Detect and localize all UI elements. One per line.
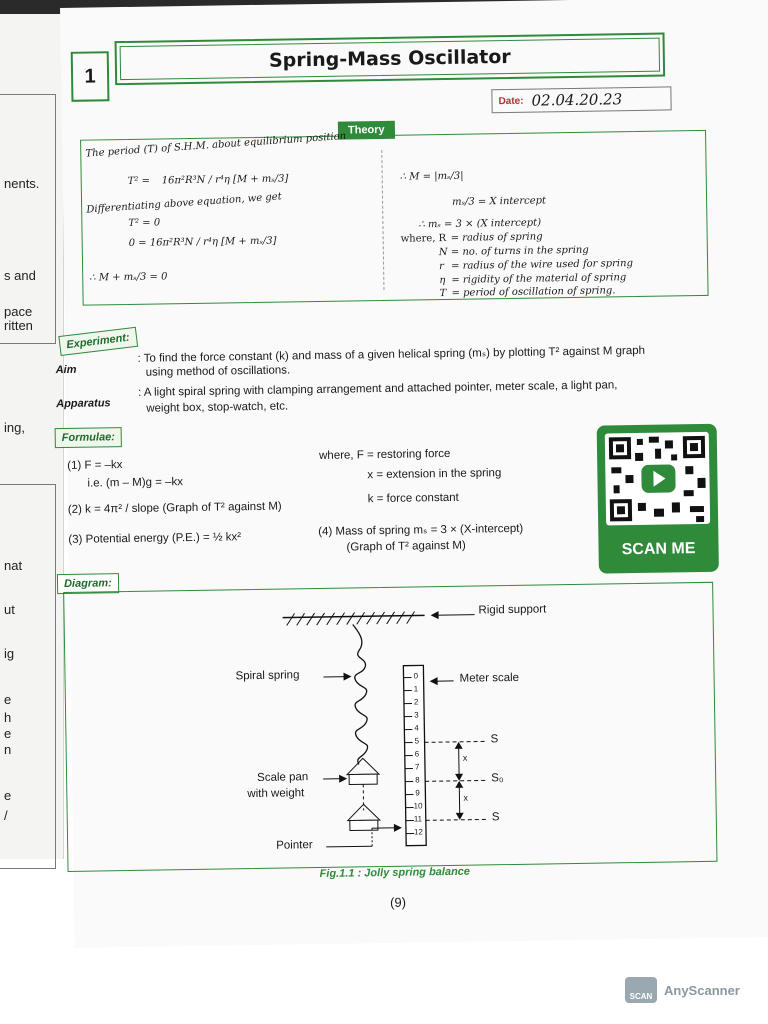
date-label: Date bbox=[498, 95, 521, 107]
scale-tick-label: 5 bbox=[414, 736, 420, 746]
margin-text: / bbox=[4, 808, 8, 823]
scale-tick-label: 8 bbox=[415, 775, 420, 785]
formula-legend: k = force constant bbox=[367, 491, 459, 506]
theory-intro: The period (T) of S.H.M. about equilibrium position bbox=[85, 130, 347, 160]
margin-text: e bbox=[4, 788, 12, 803]
equation: mₛ/3 = X intercept bbox=[452, 195, 547, 208]
qr-icon bbox=[605, 432, 710, 526]
scale-tick-label: 6 bbox=[414, 749, 420, 759]
formulae-heading: Formulae: bbox=[55, 427, 122, 448]
legend-value: = no. of turns in the spring bbox=[450, 244, 589, 258]
scale-tick-label: 7 bbox=[414, 762, 420, 772]
theory-badge: Theory bbox=[338, 121, 395, 140]
legend-key: r bbox=[439, 261, 444, 273]
qr-pattern bbox=[605, 432, 710, 526]
formula-legend: x = extension in the spring bbox=[367, 467, 502, 482]
scale-tick-label: 0 bbox=[413, 671, 419, 681]
experiment-heading: Experiment: bbox=[58, 327, 137, 356]
margin-text: ritten bbox=[4, 318, 33, 333]
legend-value: = rigidity of the material of spring bbox=[451, 272, 627, 286]
divider bbox=[381, 150, 384, 290]
legend-value: = period of oscillation of spring. bbox=[451, 285, 616, 299]
apparatus-label: Apparatus bbox=[56, 397, 111, 411]
label-s: S bbox=[491, 811, 500, 824]
diagram-heading: Diagram: bbox=[57, 573, 119, 594]
equation: 16π²R³N / r⁴η [M + mₛ/3] bbox=[161, 173, 289, 187]
scale-tick-label: 12 bbox=[413, 827, 423, 837]
margin-text: e bbox=[4, 692, 12, 707]
formula: (1) F = –kx bbox=[67, 459, 123, 472]
label-rigid-support: Rigid support bbox=[478, 603, 547, 617]
page-number: (9) bbox=[389, 894, 407, 910]
label-s: S bbox=[490, 733, 499, 746]
margin-text: e bbox=[4, 726, 12, 741]
label-s0: S₀ bbox=[491, 772, 504, 785]
equation: ∴ M = |mₛ/3| bbox=[399, 170, 464, 183]
page-title: Spring-Mass Oscillator bbox=[115, 33, 666, 86]
theory-text: Differentiating above equation, we get bbox=[86, 191, 283, 216]
formula-legend: where, F = restoring force bbox=[318, 447, 451, 462]
legend-value: = radius of spring bbox=[450, 231, 543, 244]
margin-text: ut bbox=[4, 602, 15, 617]
label-pointer: Pointer bbox=[276, 839, 313, 852]
label-scale-pan: with weight bbox=[247, 787, 305, 801]
scanner-watermark: AnyScanner bbox=[664, 983, 740, 998]
margin-text: ig bbox=[4, 646, 15, 661]
legend-key: where, R bbox=[400, 232, 447, 245]
label-scale-pan: Scale pan bbox=[257, 771, 309, 784]
scale-tick-label: 2 bbox=[413, 697, 419, 707]
margin-text: nents. bbox=[4, 176, 40, 191]
scale-tick-label: 4 bbox=[414, 723, 419, 733]
apparatus-text: weight box, stop-watch, etc. bbox=[146, 400, 289, 415]
scale-tick-label: 1 bbox=[413, 684, 419, 694]
legend-value: = radius of the wire used for spring bbox=[451, 258, 634, 272]
margin-text: nat bbox=[4, 558, 23, 573]
aim-label: Aim bbox=[55, 363, 77, 377]
legend-key: η bbox=[439, 274, 446, 287]
margin-text: ing, bbox=[4, 420, 25, 435]
chapter-number: 1 bbox=[71, 51, 110, 102]
formula: (2) k = 4π² / slope (Graph of T² against M) bbox=[67, 500, 282, 516]
textbook-page bbox=[55, 0, 768, 948]
label-meter-scale: Meter scale bbox=[459, 671, 520, 685]
aim-text: using method of oscillations. bbox=[145, 364, 291, 379]
equation: ∴ mₛ = 3 × (X intercept) bbox=[418, 217, 542, 231]
label-spiral-spring: Spiral spring bbox=[235, 669, 300, 683]
spring-diagram bbox=[64, 583, 718, 873]
theory-box bbox=[80, 130, 709, 306]
formula: (3) Potential energy (P.E.) = ½ kx² bbox=[68, 531, 242, 546]
legend-key: T bbox=[439, 287, 447, 300]
diagram-box bbox=[63, 582, 717, 872]
scale-tick-label: 3 bbox=[414, 710, 419, 720]
aim-text: : To find the force constant (k) and mass of a given helical spring (mₛ) by plotting T² against M graph bbox=[137, 344, 646, 365]
equation: 0 = 16π²R³N / r⁴η [M + mₛ/3] bbox=[128, 235, 277, 249]
scan-margin bbox=[0, 950, 768, 1024]
equation: T² = 0 bbox=[128, 217, 161, 229]
legend-key: N bbox=[438, 246, 448, 259]
figure-caption: Fig.1.1 : Jolly spring balance bbox=[319, 865, 471, 881]
prev-page-box bbox=[0, 484, 56, 869]
margin-text: n bbox=[4, 742, 12, 757]
apparatus-text: : A light spiral spring with clamping arrangement and attached pointer, meter scale, a light pan, bbox=[137, 379, 618, 399]
scale-tick-label: 11 bbox=[413, 814, 423, 824]
date-box: Date : 02.04.20.23 bbox=[491, 86, 671, 113]
formula: i.e. (m – M)g = –kx bbox=[87, 476, 184, 490]
formula: (Graph of T² against M) bbox=[346, 539, 466, 554]
margin-text: h bbox=[4, 710, 12, 725]
equation: ∴ M + mₛ/3 = 0 bbox=[89, 271, 168, 284]
label-x: x bbox=[462, 752, 468, 763]
label-x: x bbox=[463, 792, 469, 803]
qr-code[interactable] bbox=[597, 424, 719, 574]
equation: T² = bbox=[127, 175, 151, 187]
margin-text: s and bbox=[4, 268, 36, 283]
date-value: 02.04.20.23 bbox=[531, 90, 623, 110]
scanner-logo-icon: SCAN bbox=[625, 977, 657, 1003]
scale-tick-label: 9 bbox=[415, 788, 420, 798]
margin-text: pace bbox=[4, 304, 33, 319]
qr-label: SCAN ME bbox=[621, 540, 696, 559]
formula: (4) Mass of spring mₛ = 3 × (X-intercept) bbox=[318, 522, 524, 539]
scale-tick-label: 10 bbox=[413, 801, 423, 811]
